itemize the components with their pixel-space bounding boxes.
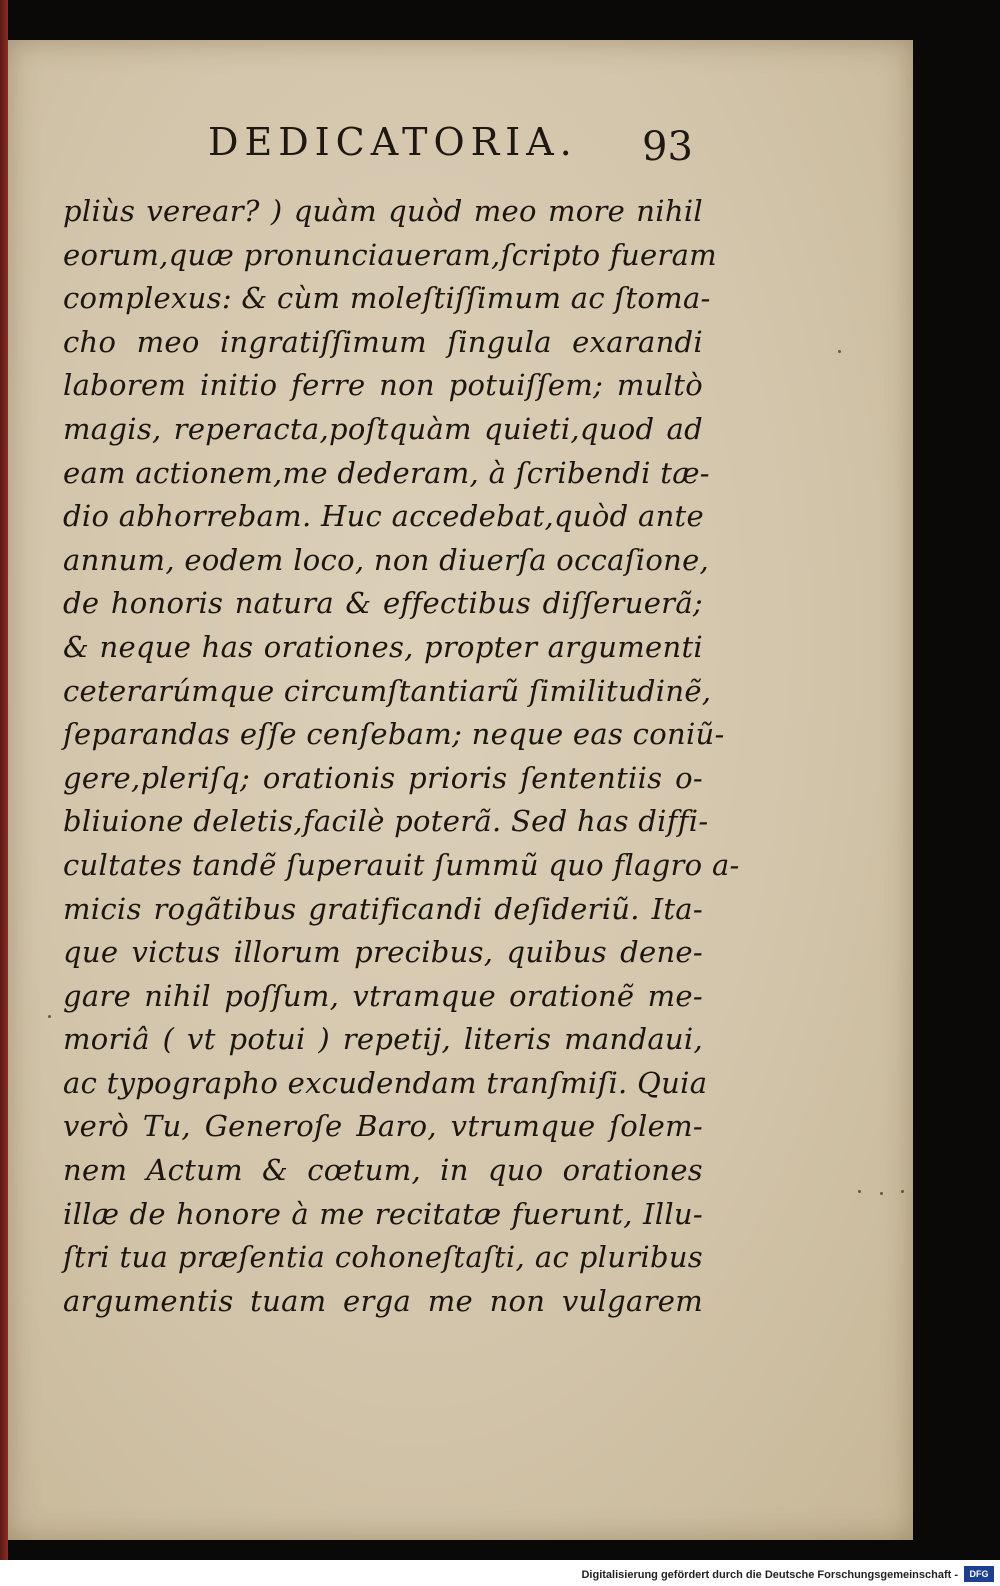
text-line: pliùs verear? ) quàm quòd meo more nihil [63,194,703,228]
text-line: magis, reperacta,poſtquàm quieti,quod ad [63,411,703,446]
text-line: que victus illorum precibus, quibus dene- [63,935,703,970]
page-text [63,190,740,1323]
text-line: nem Actum & cœtum, in quo orationes [63,1153,703,1188]
book-edge [0,0,8,1586]
book-page [8,40,913,1540]
digitization-footer [0,1560,1000,1586]
text-line: argumentis tuam erga me non vulgarem [63,1283,703,1318]
paper-speck [880,1192,883,1195]
text-line: gere,pleriſq; orationis prioris ſententiis o- [63,760,703,795]
text-line: verò Tu, Generoſe Baro, vtrumque ſolem- [63,1109,703,1144]
text-line: ac typographo excudendam tranſmiſi. Quia [63,1065,708,1100]
text-line: laborem initio ferre non potuiſſem; multò [63,368,703,403]
text-line: ceterarúmque circumſtantiarũ ſimilitudinẽ, [63,673,712,708]
text-line: dio abhorrebam. Huc accedebat,quòd ante [63,499,704,534]
page-number: 93 [642,124,693,170]
dfg-logo[interactable]: DFG [964,1566,994,1582]
text-line: ſeparandas eſſe cenſebam; neque eas coniũ- [63,717,725,752]
text-line: de honoris natura & effectibus diſſeruerã; [63,586,703,621]
text-line: bliuione deletis,facilè poterã. Sed has diffi- [63,804,709,839]
text-line: illæ de honore à me recitatæ fuerunt, Illu- [63,1196,703,1231]
funding-credit: Digitalisierung gefördert durch die Deutsche Forschungsgemeinschaft - [581,1569,958,1581]
text-line: gare nihil poſſum, vtramque orationẽ me- [63,978,703,1013]
text-line: cho meo ingratiſſimum ſingula exarandi [63,324,703,359]
text-line: moriâ ( vt potui ) repetij, literis mandaui, [63,1022,703,1057]
text-line: cultates tandẽ ſuperauit ſummũ quo flagro a- [63,847,740,882]
paper-speck [858,1190,861,1193]
text-line: eam actionem,me dederam, à ſcribendi tæ- [63,455,710,490]
text-line: annum, eodem loco, non diuerſa occaſione, [63,542,710,577]
running-title: DEDICATORIA. [208,120,578,164]
text-line: micis rogãtibus gratificandi deſideriũ. Ita- [63,891,703,926]
text-line: complexus: & cùm moleſtiſſimum ac ſtoma- [63,281,711,316]
paper-speck [901,1190,904,1193]
text-line: eorum,quæ pronunciaueram,ſcripto fueram [63,237,717,272]
text-line: & neque has orationes, propter argumenti [63,629,703,664]
text-line: ſtri tua præſentia cohoneſtaſti, ac pluribus [63,1240,703,1275]
paper-speck [838,350,841,353]
paper-speck [48,1015,51,1018]
